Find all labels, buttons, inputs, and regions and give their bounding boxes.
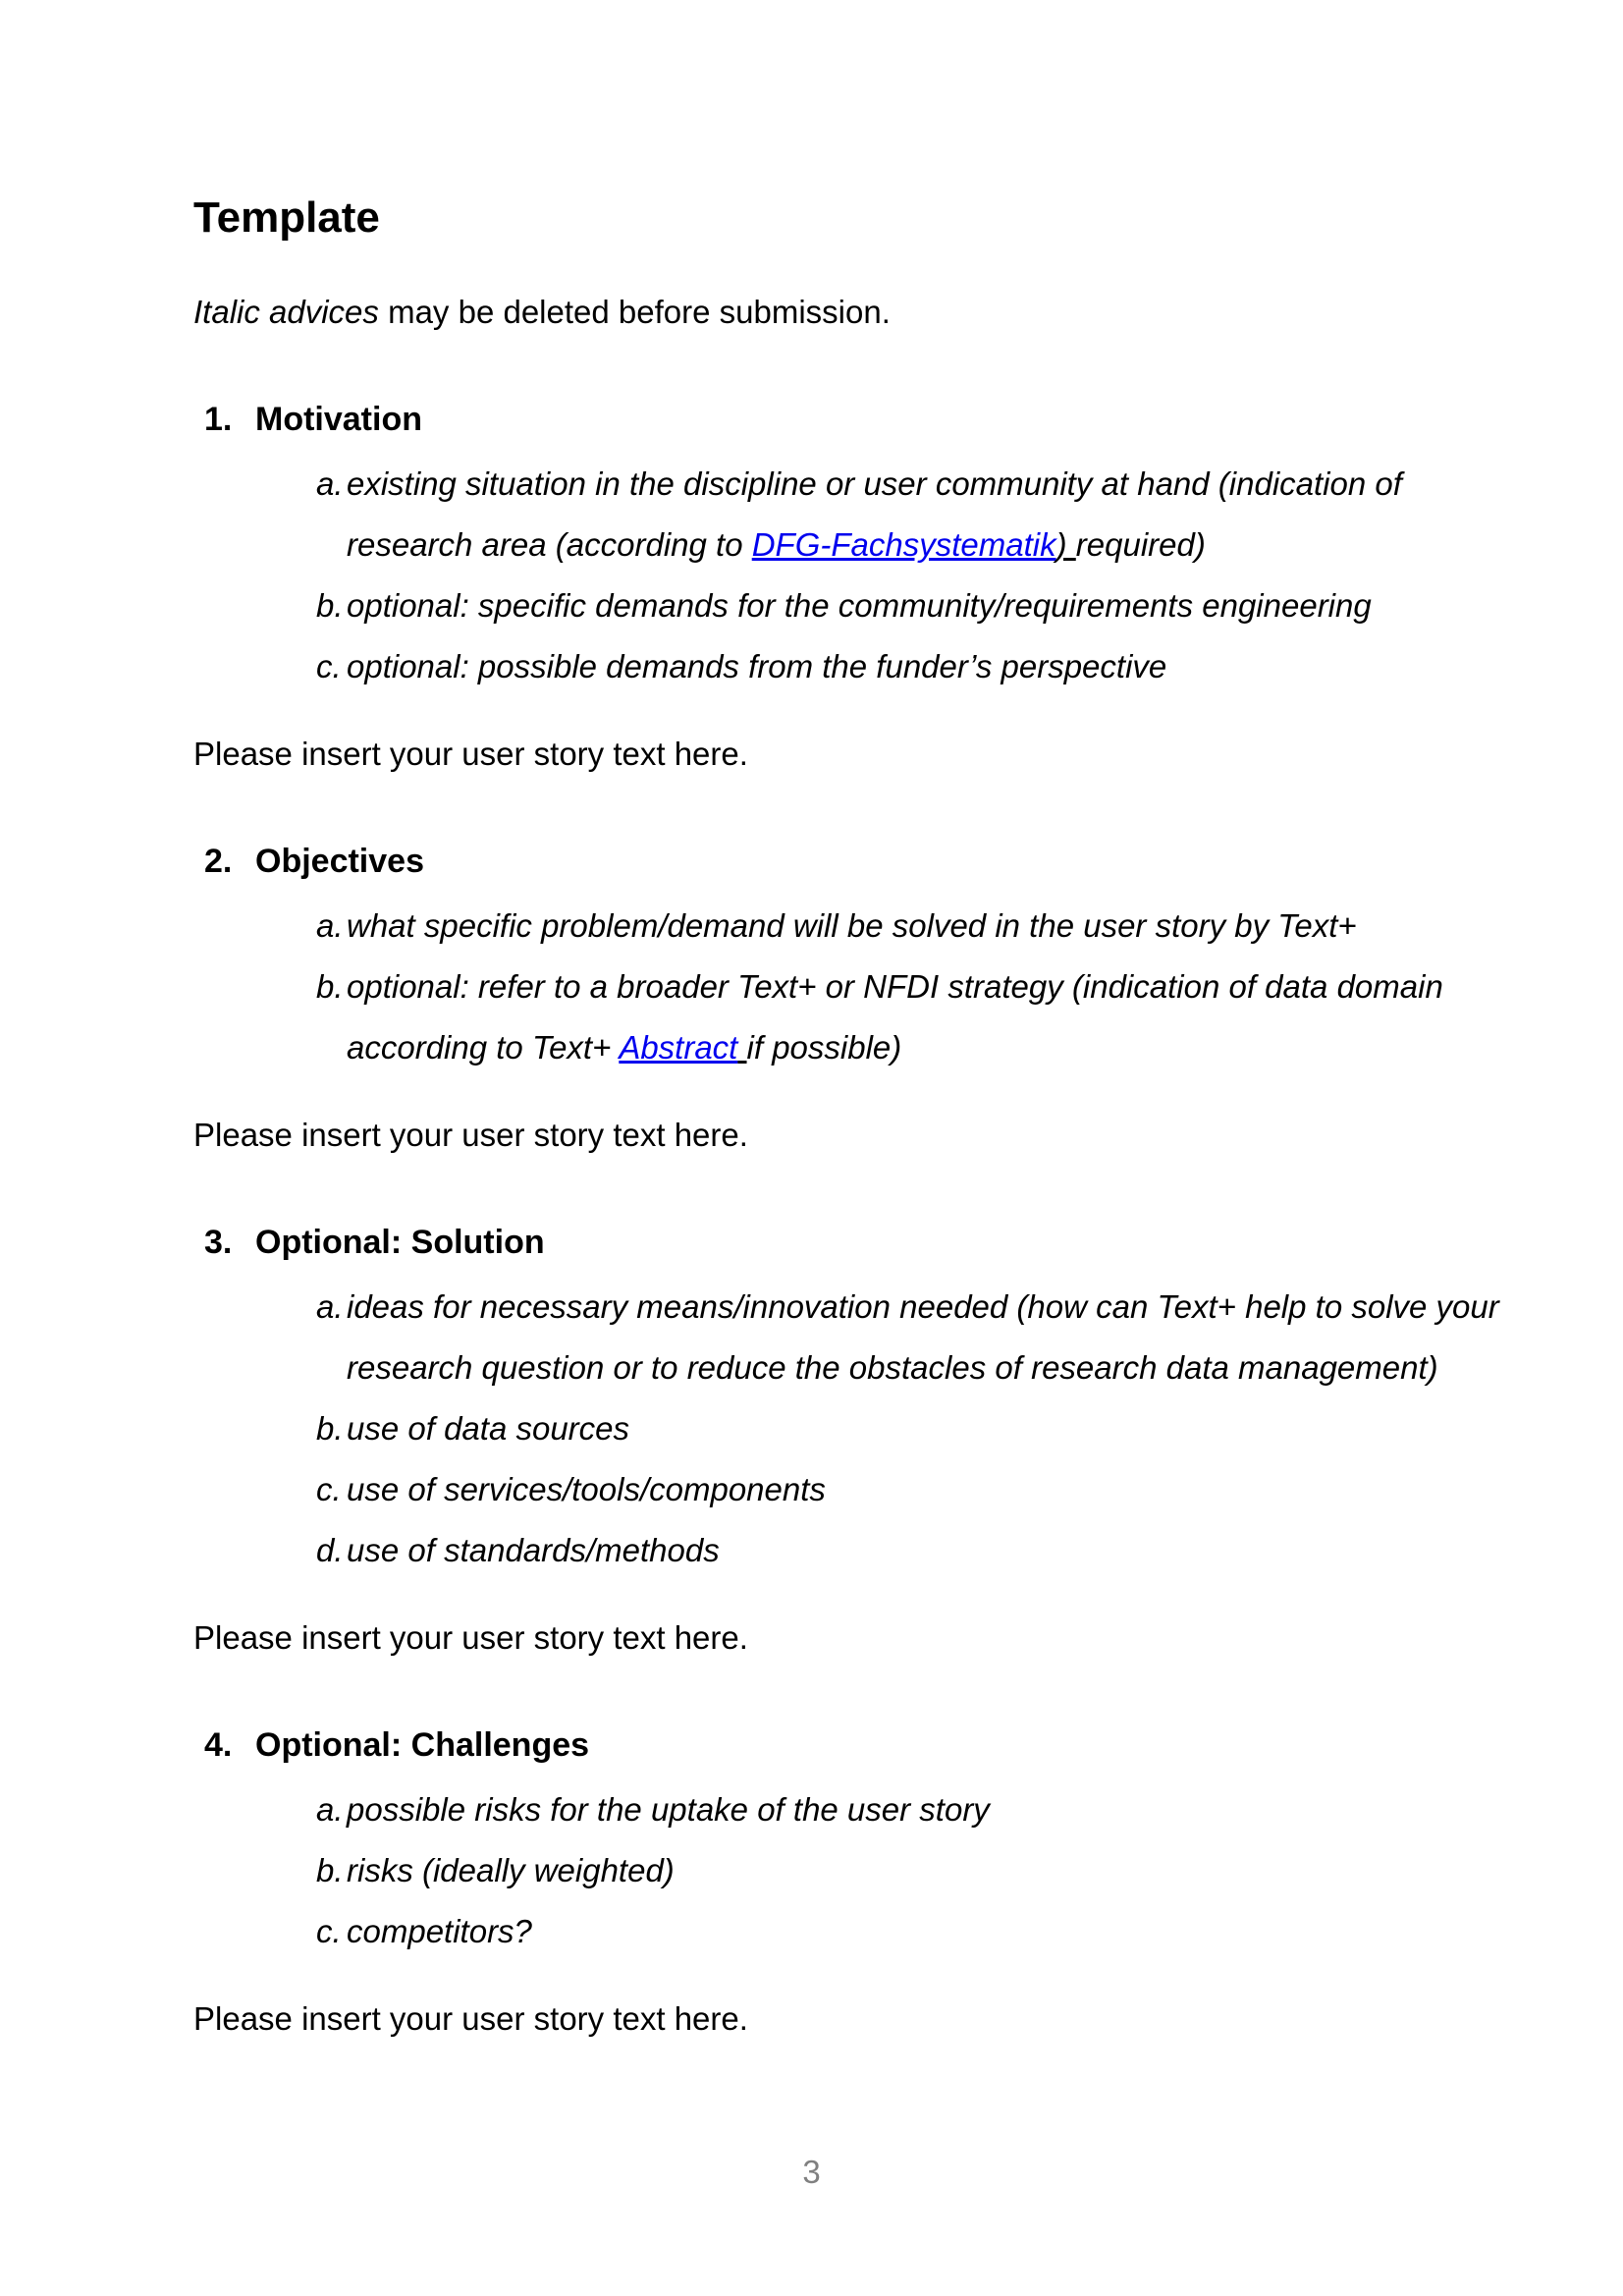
advice-list — [193, 454, 1430, 697]
item-line — [193, 1398, 1430, 1459]
sections-container — [193, 397, 1499, 2041]
list-item — [193, 454, 1430, 575]
dfg-fachsystematik-link[interactable]: DFG-Fachsystematik — [751, 526, 1056, 563]
item-line — [193, 1520, 1430, 1581]
list-item-letter: c. — [316, 648, 342, 684]
text-segment — [737, 1029, 746, 1066]
list-item — [193, 1840, 1430, 1901]
section-objectives — [193, 839, 1443, 1157]
list-item — [193, 1398, 1430, 1459]
text-segment: possible risks for the uptake of the user story — [347, 1791, 990, 1828]
list-item — [193, 1459, 1430, 1520]
list-item-letter: c. — [316, 1913, 342, 1949]
list-item — [193, 1901, 1430, 1962]
section-heading — [193, 397, 1430, 442]
item-line — [193, 454, 1430, 515]
section-number: 2. — [204, 843, 233, 880]
placeholder-paragraph: Please insert your user story text here. — [193, 1619, 748, 1656]
text-segment: research area (according to — [347, 526, 752, 563]
advice-list — [193, 1779, 1430, 1962]
item-line — [193, 1277, 1499, 1338]
text-segment: may be deleted before submission. — [378, 294, 891, 330]
section-optional-challenges — [193, 1722, 1430, 2041]
text-segment: competitors? — [347, 1913, 532, 1949]
item-line — [193, 1338, 1438, 1398]
text-segment: existing situation in the discipline or user community at hand (indication of — [347, 465, 1402, 502]
list-item-letter: d. — [316, 1532, 344, 1568]
text-segment: according to Text+ — [347, 1029, 620, 1066]
section-heading — [193, 839, 1430, 884]
item-line — [193, 1779, 1430, 1840]
text-segment: ideas for necessary means/innovation needed (how can Text+ help to solve your — [347, 1288, 1499, 1325]
text-segment: optional: refer to a broader Text+ or NFDI strategy (indication of data domain — [347, 968, 1443, 1005]
item-line — [193, 575, 1430, 636]
list-item-letter: a. — [316, 907, 344, 944]
list-item-letter: a. — [316, 1288, 344, 1325]
item-line — [193, 515, 1430, 575]
section-heading — [193, 1722, 1430, 1768]
text-segment: use of standards/methods — [347, 1532, 720, 1568]
list-item — [193, 1520, 1430, 1581]
text-segment: required) — [1075, 526, 1206, 563]
item-line — [193, 896, 1430, 957]
item-line — [193, 1840, 1430, 1901]
item-line — [193, 1901, 1430, 1962]
list-item — [193, 1779, 1430, 1840]
section-optional-solution — [193, 1220, 1499, 1660]
list-item-letter: a. — [316, 465, 344, 502]
section-number: 4. — [204, 1726, 233, 1764]
text-segment: ) — [1055, 526, 1076, 563]
section-number: 3. — [204, 1224, 233, 1261]
advice-list — [193, 896, 1443, 1078]
advice-list — [193, 1277, 1499, 1581]
item-line — [193, 1017, 1430, 1078]
page-number: 3 — [802, 2154, 821, 2190]
text-segment: optional: possible demands from the funder’s perspective — [347, 648, 1167, 684]
section-title: Optional: Solution — [255, 1224, 545, 1261]
text-segment: Italic advices — [193, 294, 379, 330]
text-segment: what specific problem/demand will be solved in the user story by Text+ — [347, 907, 1357, 944]
text-segment: use of services/tools/components — [347, 1471, 826, 1507]
section-title: Objectives — [255, 843, 424, 880]
section-title: Motivation — [255, 401, 422, 438]
text-segment: research question or to reduce the obstacles of research data management) — [347, 1349, 1438, 1386]
placeholder-paragraph: Please insert your user story text here. — [193, 2000, 748, 2037]
placeholder-paragraph: Please insert your user story text here. — [193, 736, 748, 772]
list-item — [193, 1277, 1499, 1398]
list-item-letter: b. — [316, 1410, 344, 1447]
list-item — [193, 636, 1430, 697]
text-segment: use of data sources — [347, 1410, 630, 1447]
section-title: Optional: Challenges — [255, 1726, 590, 1764]
item-line — [193, 1459, 1430, 1520]
page-title: Template — [193, 193, 380, 242]
list-item — [193, 575, 1430, 636]
section-number: 1. — [204, 401, 233, 438]
abstract-link[interactable]: Abstract — [619, 1029, 738, 1066]
list-item-letter: c. — [316, 1471, 342, 1507]
text-segment: risks (ideally weighted) — [347, 1852, 675, 1888]
list-item-letter: b. — [316, 1852, 344, 1888]
section-motivation — [193, 397, 1430, 776]
item-line — [193, 636, 1430, 697]
list-item — [193, 957, 1443, 1078]
list-item-letter: b. — [316, 968, 344, 1005]
section-heading — [193, 1220, 1430, 1265]
item-line — [193, 957, 1443, 1017]
placeholder-paragraph: Please insert your user story text here. — [193, 1117, 748, 1153]
text-segment: if possible) — [746, 1029, 902, 1066]
list-item-letter: a. — [316, 1791, 344, 1828]
list-item — [193, 896, 1430, 957]
subtitle — [193, 291, 1430, 334]
text-segment: optional: specific demands for the community/requirements engineering — [347, 587, 1372, 624]
list-item-letter: b. — [316, 587, 344, 624]
